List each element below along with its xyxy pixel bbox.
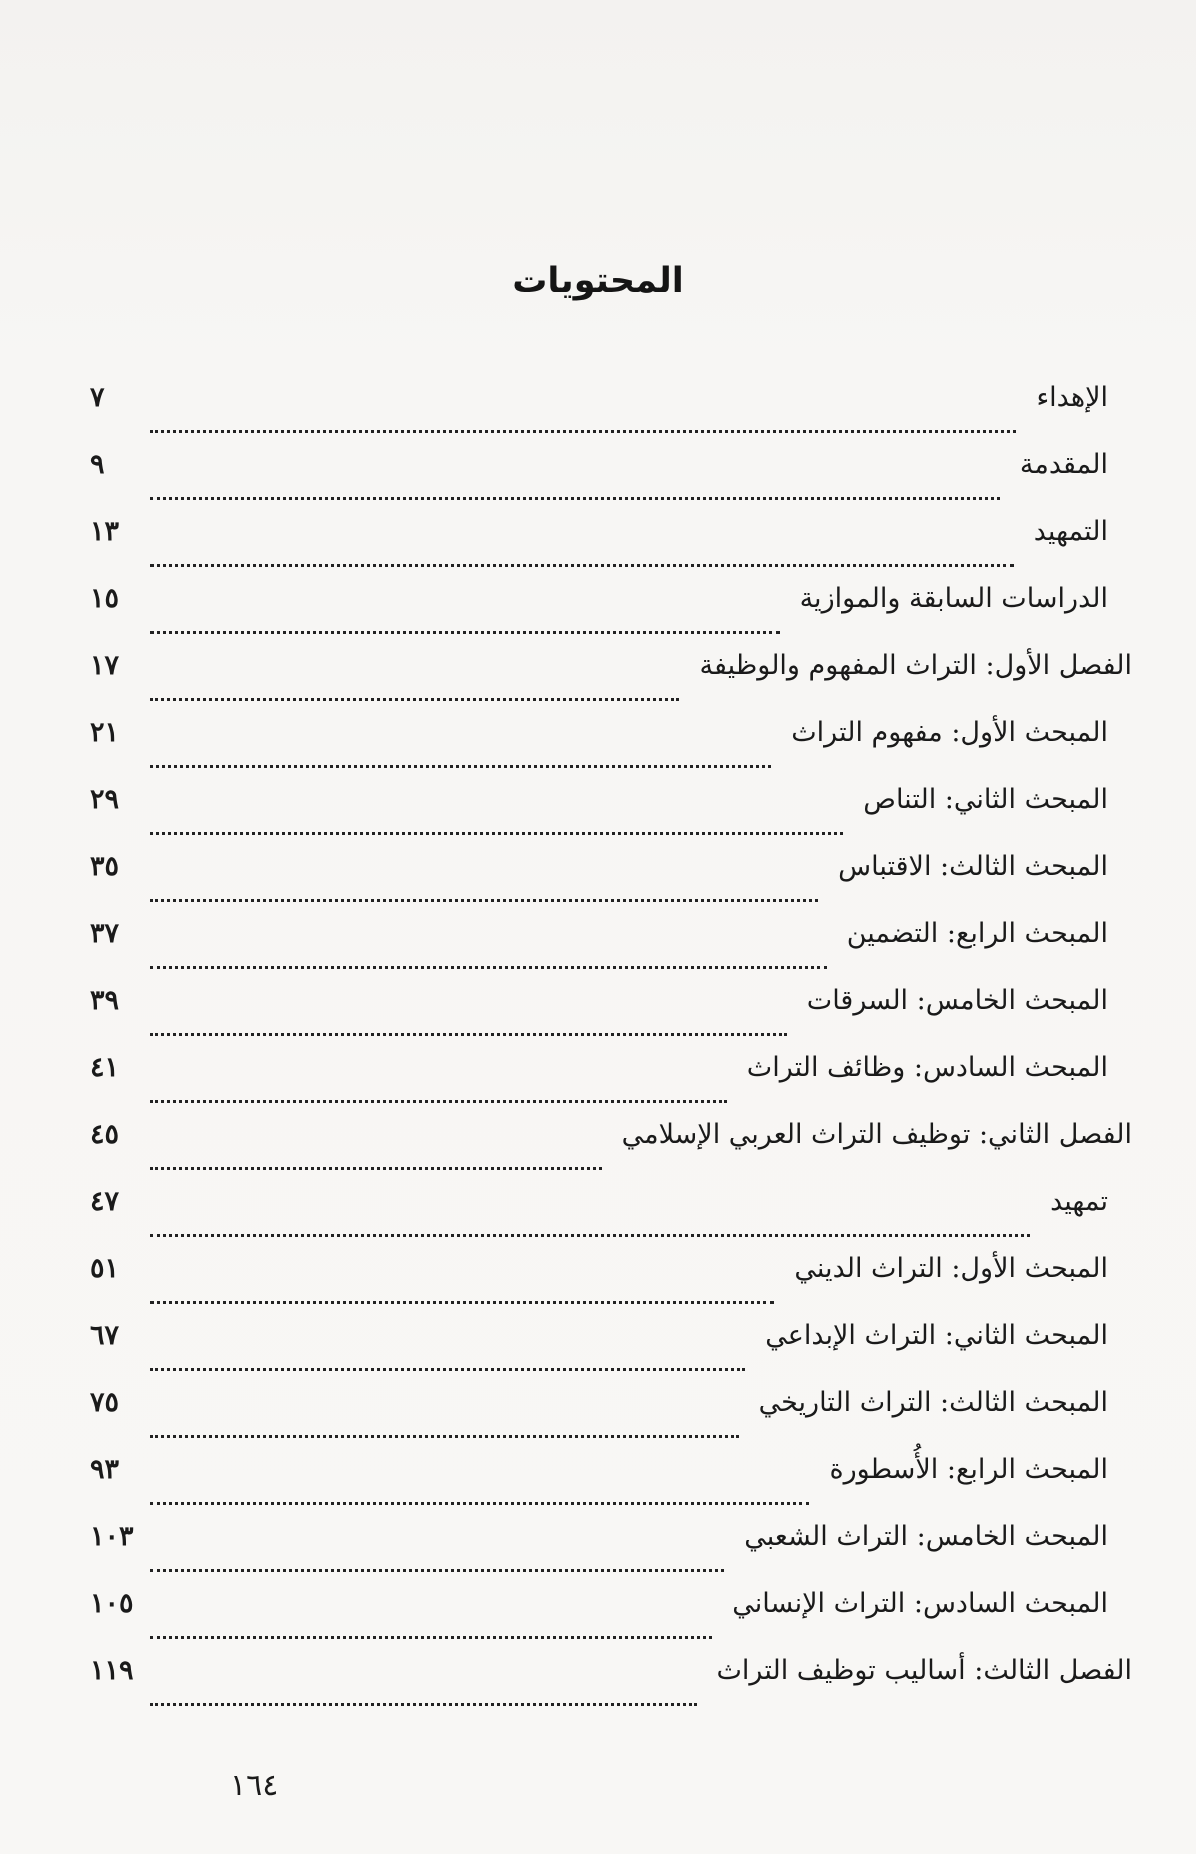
toc-entry bbox=[90, 583, 1108, 650]
toc-page-number: ٤٧ bbox=[90, 1186, 120, 1217]
toc-entry-title: الفصل الأول: التراث المفهوم والوظيفة bbox=[699, 650, 1132, 681]
toc-entry bbox=[90, 1521, 1108, 1588]
toc-page-number: ٣٩ bbox=[90, 985, 120, 1016]
toc-page-number: ١١٩ bbox=[90, 1655, 134, 1686]
toc-page-number: ٥١ bbox=[90, 1253, 120, 1284]
toc-entry-title: التمهيد bbox=[1033, 516, 1108, 547]
toc-entry-title: تمهيد bbox=[1050, 1186, 1108, 1217]
toc-entry bbox=[90, 1588, 1108, 1655]
toc-page-number: ٢٩ bbox=[90, 784, 120, 815]
toc-entry-title: المبحث الرابع: التضمين bbox=[846, 918, 1108, 949]
toc-page-number: ١٧ bbox=[90, 650, 120, 681]
toc-entry bbox=[90, 650, 1132, 717]
toc-leader-dots bbox=[150, 562, 1014, 567]
toc-entry bbox=[90, 851, 1108, 918]
toc-leader-dots bbox=[150, 1567, 724, 1572]
toc-page-number: ٧ bbox=[90, 382, 105, 413]
toc-page-number: ٤٥ bbox=[90, 1119, 120, 1150]
toc-entry-title: المبحث الرابع: الأُسطورة bbox=[829, 1454, 1108, 1485]
toc-entry-title: المبحث الأول: مفهوم التراث bbox=[791, 717, 1108, 748]
toc-leader-dots bbox=[150, 629, 780, 634]
toc-leader-dots bbox=[150, 1634, 712, 1639]
toc-page-number: ٩ bbox=[90, 449, 105, 480]
toc-entry-title: الدراسات السابقة والموازية bbox=[799, 583, 1108, 614]
toc-entry bbox=[90, 918, 1108, 985]
toc-page-number: ٧٥ bbox=[90, 1387, 120, 1418]
toc-entry-title: المبحث الثالث: التراث التاريخي bbox=[758, 1387, 1108, 1418]
toc-entry bbox=[90, 784, 1108, 851]
toc-entry-title: المبحث الخامس: التراث الشعبي bbox=[744, 1521, 1108, 1552]
toc-entry-title: المبحث السادس: التراث الإنساني bbox=[732, 1588, 1108, 1619]
toc-entry-title: المبحث الخامس: السرقات bbox=[806, 985, 1108, 1016]
toc-leader-dots bbox=[150, 696, 679, 701]
toc-leader-dots bbox=[150, 964, 827, 969]
toc-leader-dots bbox=[150, 1433, 739, 1438]
toc-page-number: ٦٧ bbox=[90, 1320, 120, 1351]
toc-entry bbox=[90, 985, 1108, 1052]
toc-leader-dots bbox=[150, 1366, 745, 1371]
toc-entry-title: المقدمة bbox=[1019, 449, 1108, 480]
toc-page-number: ٣٥ bbox=[90, 851, 120, 882]
toc-entry bbox=[90, 449, 1108, 516]
toc-leader-dots bbox=[150, 1232, 1030, 1237]
toc-entry bbox=[90, 1119, 1132, 1186]
toc-leader-dots bbox=[150, 1299, 774, 1304]
toc-page-number: ٣٧ bbox=[90, 918, 120, 949]
toc-leader-dots bbox=[150, 1031, 787, 1036]
toc-entry bbox=[90, 516, 1108, 583]
toc-entry bbox=[90, 382, 1108, 449]
toc-entry bbox=[90, 1387, 1108, 1454]
toc-entry-title: المبحث الثاني: التناص bbox=[863, 784, 1108, 815]
toc-entry bbox=[90, 1655, 1132, 1722]
toc-leader-dots bbox=[150, 830, 843, 835]
toc-entry-title: المبحث الثالث: الاقتباس bbox=[838, 851, 1108, 882]
toc-entry-title: المبحث السادس: وظائف التراث bbox=[746, 1052, 1108, 1083]
toc-leader-dots bbox=[150, 763, 771, 768]
toc-entry bbox=[90, 717, 1108, 784]
toc-page-number: ٩٣ bbox=[90, 1454, 120, 1485]
toc-leader-dots bbox=[150, 1098, 727, 1103]
toc-leader-dots bbox=[150, 1165, 602, 1170]
toc-page-number: ٢١ bbox=[90, 717, 120, 748]
toc-leader-dots bbox=[150, 495, 1000, 500]
toc-leader-dots bbox=[150, 428, 1016, 433]
toc-page-number: ١٠٣ bbox=[90, 1521, 134, 1552]
page-number: ١٦٤ bbox=[230, 1768, 279, 1803]
toc-entry bbox=[90, 1186, 1108, 1253]
toc-entry-title: الفصل الثاني: توظيف التراث العربي الإسلامي bbox=[621, 1119, 1132, 1150]
toc-entry-title: المبحث الأول: التراث الديني bbox=[794, 1253, 1108, 1284]
table-of-contents bbox=[90, 382, 1132, 1722]
toc-leader-dots bbox=[150, 1701, 697, 1706]
page-title: المحتويات bbox=[512, 261, 684, 302]
toc-entry bbox=[90, 1052, 1108, 1119]
toc-entry-title: الإهداء bbox=[1036, 382, 1108, 413]
toc-entry bbox=[90, 1253, 1108, 1320]
toc-page-number: ٤١ bbox=[90, 1052, 120, 1083]
toc-entry bbox=[90, 1454, 1108, 1521]
toc-entry bbox=[90, 1320, 1108, 1387]
toc-page-number: ١٥ bbox=[90, 583, 120, 614]
toc-entry-title: الفصل الثالث: أساليب توظيف التراث bbox=[716, 1655, 1132, 1686]
toc-leader-dots bbox=[150, 897, 818, 902]
toc-page-number: ١٠٥ bbox=[90, 1588, 134, 1619]
toc-entry-title: المبحث الثاني: التراث الإبداعي bbox=[765, 1320, 1108, 1351]
toc-page-number: ١٣ bbox=[90, 516, 120, 547]
toc-leader-dots bbox=[150, 1500, 809, 1505]
